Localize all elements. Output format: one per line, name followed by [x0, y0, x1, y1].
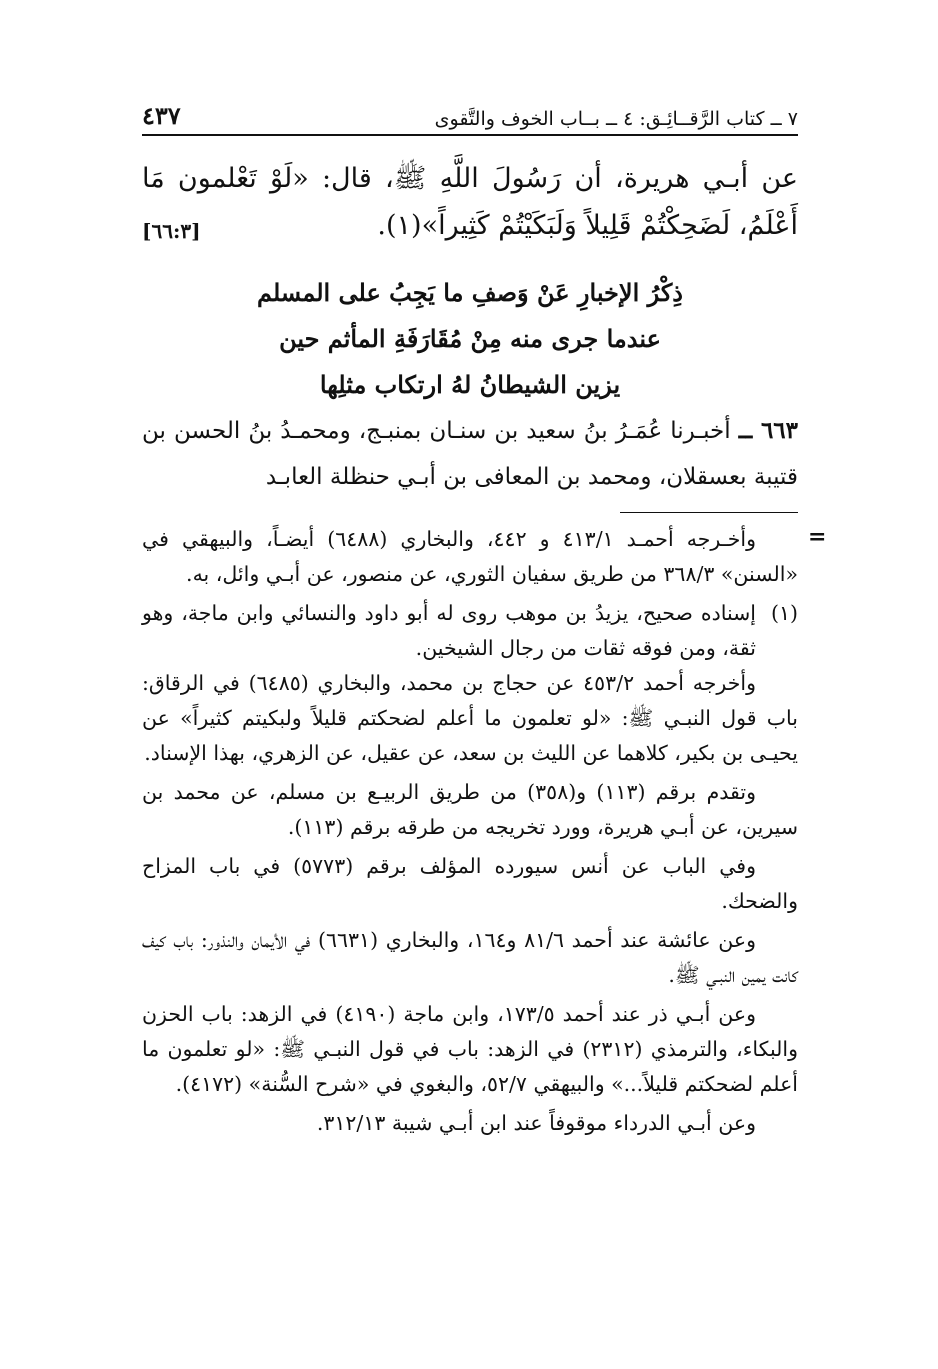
footnote-continuation: وأخـرجه أحمـد ٤١٣/١ و ٤٤٢، والبخاري (٦٤٨٨) أيضـاً، والبيهقي في «السنن» ٣٦٨/٣ من طريق سفيان الثوري، عن منصور، عن أبـي وائل، به. [142, 527, 798, 586]
page-number: ٤٣٧ [142, 101, 181, 130]
footnote-paragraph: وفي الباب عن أنس سيورده المؤلف برقم (٥٧٧٣) في باب المزاح والضحك. [142, 854, 798, 913]
heading-line-2: عندما جرى منه مِنْ مُقَارَفَةِ المأثم حين [279, 324, 661, 353]
hadith-chain [142, 408, 798, 500]
footnote-paragraph: وعن أبـي الدرداء موقوفاً عند ابن أبـي شيبة ٣١٢/١٣. [316, 1111, 756, 1135]
footnote-paragraph: وتقدم برقم (١١٣) و(٣٥٨) من طريق الربيـع بن مسلم، عن محمد بن سيرين، عن أبـي هريرة، وورد تخريجه من طرقه برقم (١١٣). [142, 780, 798, 839]
footnote-1 [142, 596, 798, 666]
footnote-paragraph: وأخرجه أحمد ٤٥٣/٢ عن حجاج بن محمد، والبخاري (٦٤٨٥) في الرقاق: باب قول النبـي ﷺ: «لو تعلمون ما أعلم لضحكتم قليلاً ولبكيتم كثيراً» عن يحيـى بن بكير، كلاهما عن الليث بن سعد، عن عقيل، عن الزهري، بهذا الإسناد. [142, 671, 798, 765]
footnote-paragraph: وعن عائشة عند أحمد ٨١/٦ و١٦٤، والبخاري (٦٦٣١) في الأيمان والنذور: باب كيف كانت يمين النبـي ﷺ. [142, 928, 798, 987]
footnote-number: (١) [770, 601, 798, 625]
hadith-text-block [142, 155, 798, 255]
footnote-separator [620, 512, 798, 513]
footnotes [142, 522, 798, 1145]
page-header [142, 94, 798, 136]
running-title: ٧ ــ كتاب الرَّقــائِـق: ٤ ــ بــاب الخوف والتَّقوى [434, 108, 798, 130]
reference-code: [٦٦:٣] [142, 219, 201, 243]
footnote-text: إسناده صحيح، يزيدُ بن موهب روى له أبو داود والنسائي وابن ماجة، وهو ثقة، ومن فوقه ثقات من رجال الشيخين. [142, 601, 756, 660]
section-heading [142, 270, 798, 408]
heading-line-1: ذِكْرُ الإخبارِ عَنْ وَصفِ ما يَجِبُ على المسلم [257, 278, 683, 307]
hadith-number: ٦٦٣ ــ [738, 417, 799, 444]
footnote-paragraph: وعن أبـي ذر عند أحمد ١٧٣/٥، وابن ماجة (٤١٩٠) في الزهد: باب الحزن والبكاء، والترمذي (٢٣١٢) في الزهد: باب في قول النبـي ﷺ: «لو تعلمون ما أعلم لضحكتم قليلاً...» والبيهقي ٥٢/٧، والبغوي في «شرح السُّنة» (٤١٧٢). [142, 1002, 798, 1096]
continuation-mark: = [808, 524, 827, 550]
heading-line-3: يزين الشيطانُ لهُ ارتكاب مثلِها [319, 370, 621, 399]
hadith-chain-text: أخبـرنا عُمَـرُ بنُ سعيد بن سنـان بمنبـج، ومحمـدُ بنُ الحسن بن قتيبة بعسقلان، ومحمد بن المعافى بن أبـي حنظلة العابـد [142, 418, 798, 490]
hadith-text: عن أبـي هريرة، أن رَسُولَ اللَّهِ ﷺ، قال: «لَوْ تَعْلمون مَا أَعْلَمُ، لَضَحِكْتُمْ قَلِيلاً وَلَبَكَيْتُمْ كَثِيراً»(١). [142, 163, 798, 241]
